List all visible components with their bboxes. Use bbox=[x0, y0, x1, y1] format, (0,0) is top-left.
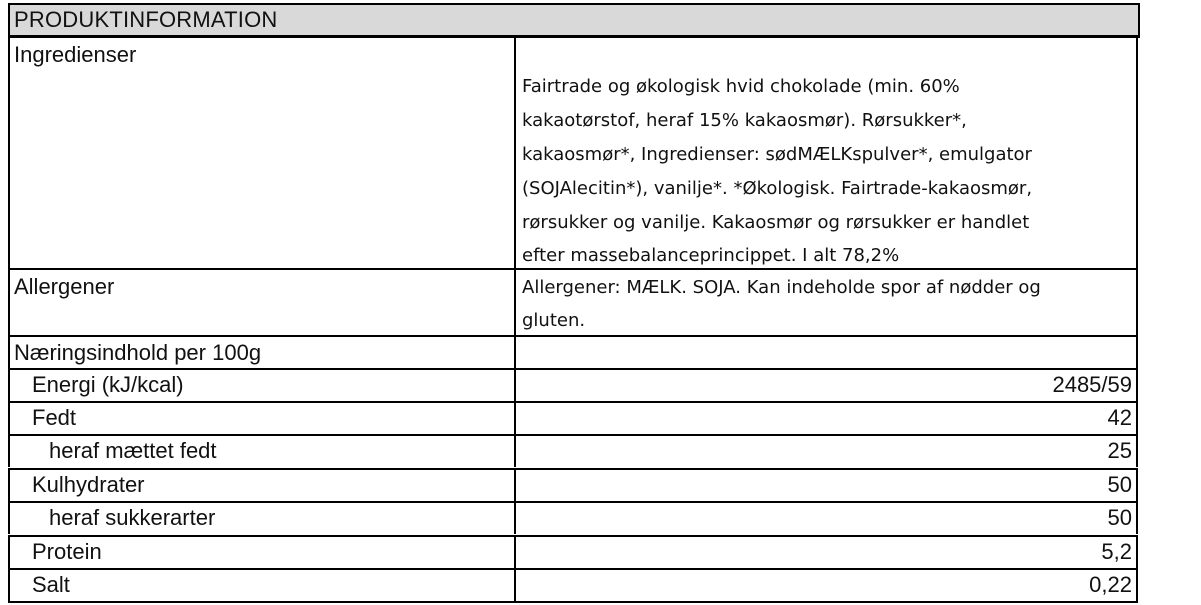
ingredients-row bbox=[8, 38, 1138, 270]
nutrition-row bbox=[8, 403, 1138, 434]
nutrient-label: heraf mættet fedt bbox=[49, 438, 217, 463]
ingredients-value-cell bbox=[516, 38, 1138, 270]
nutrient-value: 50 bbox=[1107, 472, 1132, 497]
allergens-value-cell bbox=[516, 270, 1138, 337]
allergens-label: Allergener bbox=[14, 274, 115, 299]
nutrient-value: 5,2 bbox=[1101, 539, 1132, 564]
nutrition-label-cell bbox=[8, 337, 516, 368]
nutrient-label: Salt bbox=[32, 572, 70, 597]
allergens-row bbox=[8, 270, 1138, 337]
nutrition-row bbox=[8, 470, 1138, 501]
allergens-line: gluten. bbox=[522, 310, 586, 331]
nutrient-label: Energi (kJ/kcal) bbox=[32, 372, 184, 397]
nutrient-label: Kulhydrater bbox=[32, 472, 145, 497]
nutrient-value: 2485/59 bbox=[1052, 372, 1132, 397]
ingredients-line: kakaosmør*, Ingredienser: sødMÆLKspulver*, emulgator bbox=[522, 144, 1032, 165]
allergens-label-cell bbox=[8, 270, 516, 337]
nutrient-label: Fedt bbox=[32, 405, 77, 430]
nutrition-empty-cell bbox=[516, 337, 1138, 368]
nutrient-label: Protein bbox=[32, 539, 102, 564]
nutrient-label: heraf sukkerarter bbox=[49, 505, 216, 530]
nutrition-row bbox=[8, 537, 1138, 568]
nutrition-header-row bbox=[8, 337, 1138, 368]
nutrition-row bbox=[8, 370, 1138, 401]
nutrient-value: 0,22 bbox=[1089, 572, 1132, 597]
ingredients-line: efter massebalanceprincippet. I alt 78,2% bbox=[522, 245, 900, 266]
nutrition-label: Næringsindhold per 100g bbox=[14, 340, 262, 365]
ingredients-line: rørsukker og vanilje. Kakaosmør og rørsukker er handlet bbox=[522, 212, 1030, 233]
ingredients-line: (SOJAlecitin*), vanilje*. *Økologisk. Fairtrade-kakaosmør, bbox=[522, 178, 1033, 199]
nutrition-row bbox=[8, 436, 1138, 467]
ingredients-line: kakaotørstof, heraf 15% kakaosmør). Rørsukker*, bbox=[522, 110, 967, 131]
ingredients-line: Fairtrade og økologisk hvid chokolade (min. 60% bbox=[522, 76, 960, 97]
row-divider bbox=[8, 601, 1138, 603]
ingredients-label-cell bbox=[8, 38, 516, 270]
allergens-line: Allergener: MÆLK. SOJA. Kan indeholde spor af nødder og bbox=[522, 277, 1041, 298]
table-title: PRODUKTINFORMATION bbox=[14, 7, 278, 32]
nutrient-value: 25 bbox=[1107, 438, 1132, 463]
nutrition-row bbox=[8, 570, 1138, 601]
ingredients-label: Ingredienser bbox=[14, 42, 137, 67]
product-info-table bbox=[8, 3, 1138, 605]
table-header bbox=[8, 3, 1140, 38]
nutrient-value: 42 bbox=[1107, 405, 1132, 430]
nutrient-value: 50 bbox=[1107, 505, 1132, 530]
nutrition-row bbox=[8, 503, 1138, 534]
